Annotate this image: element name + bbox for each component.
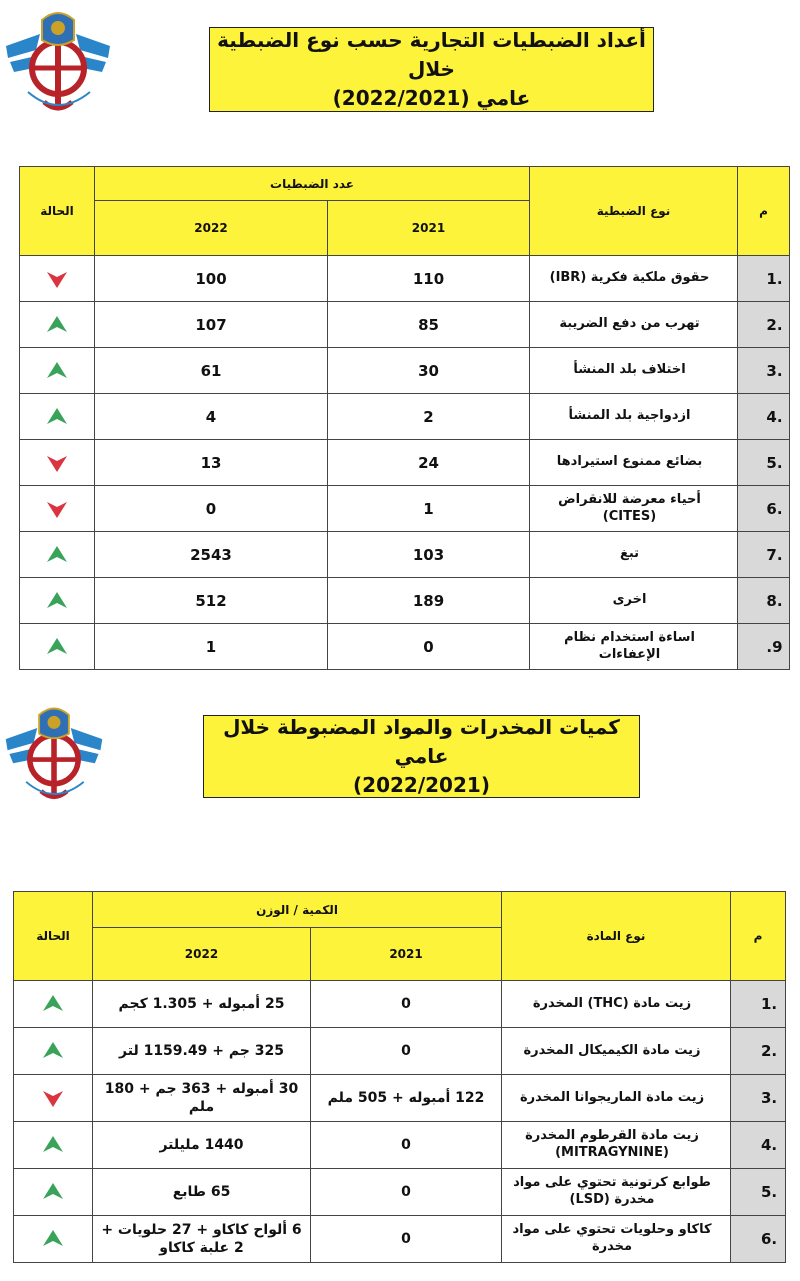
row-type: اختلاف بلد المنشأ — [530, 348, 738, 394]
arrow-up-icon — [46, 591, 68, 611]
row-type: طوابع كرتونية تحتوي على مواد مخدرة (LSD) — [502, 1169, 731, 1216]
row-status — [20, 394, 95, 440]
arrow-up-icon — [46, 315, 68, 335]
row-value-2021: 0 — [311, 1169, 502, 1216]
table-row — [14, 1216, 786, 1263]
table-row — [14, 1122, 786, 1169]
row-index: 2. — [731, 1028, 786, 1075]
row-status — [20, 624, 95, 670]
arrow-down-icon — [46, 269, 68, 289]
row-status — [20, 440, 95, 486]
arrow-up-icon — [42, 1229, 64, 1249]
row-value-2021: 1 — [328, 486, 530, 532]
header-index: م — [738, 167, 790, 256]
row-type: زيت مادة القرطوم المخدرة (MITRAGYNINE) — [502, 1122, 731, 1169]
row-value-2021: 0 — [311, 1216, 502, 1263]
row-value-2021: 85 — [328, 302, 530, 348]
header-2021: 2021 — [328, 201, 530, 256]
row-type: اساءة استخدام نظام الإعفاءات — [530, 624, 738, 670]
row-index: .9 — [738, 624, 790, 670]
section2-title — [203, 715, 640, 798]
header-status: الحالة — [14, 892, 93, 981]
row-index: 7. — [738, 532, 790, 578]
row-value-2021: 2 — [328, 394, 530, 440]
arrow-up-icon — [42, 1182, 64, 1202]
arrow-up-icon — [46, 407, 68, 427]
row-type: زيت مادة الماريجوانا المخدرة — [502, 1075, 731, 1122]
table-row — [20, 394, 790, 440]
row-type: زيت مادة (THC) المخدرة — [502, 981, 731, 1028]
header-group: الكمية / الوزن — [93, 892, 502, 928]
row-value-2021: 0 — [311, 1028, 502, 1075]
header-type: نوع المادة — [502, 892, 731, 981]
table-row — [14, 1169, 786, 1216]
row-status — [14, 981, 93, 1028]
section1-title-text: أعداد الضبطيات التجارية حسب نوع الضبطية خلال عامي (2022/2021) — [217, 28, 646, 110]
table-row — [20, 256, 790, 302]
table-row — [20, 486, 790, 532]
row-value-2022: 25 أمبوله + 1.305 كجم — [93, 981, 311, 1028]
row-value-2021: 189 — [328, 578, 530, 624]
row-value-2021: 30 — [328, 348, 530, 394]
seizures-table — [19, 166, 790, 670]
header-index: م — [731, 892, 786, 981]
row-index: 4. — [731, 1122, 786, 1169]
table-row — [14, 981, 786, 1028]
arrow-up-icon — [46, 637, 68, 657]
row-type: زيت مادة الكيميكال المخدرة — [502, 1028, 731, 1075]
row-type: ازدواجية بلد المنشأ — [530, 394, 738, 440]
row-value-2021: 24 — [328, 440, 530, 486]
header-status: الحالة — [20, 167, 95, 256]
row-type: بضائع ممنوع استيرادها — [530, 440, 738, 486]
row-value-2021: 0 — [311, 981, 502, 1028]
row-index: 6. — [731, 1216, 786, 1263]
row-status — [20, 532, 95, 578]
row-status — [20, 302, 95, 348]
header-group: عدد الضبطيات — [95, 167, 530, 201]
row-value-2021: 110 — [328, 256, 530, 302]
row-type: أحياء معرضة للانقراض (CITES) — [530, 486, 738, 532]
header-2021: 2021 — [311, 928, 502, 981]
header-type: نوع الضبطية — [530, 167, 738, 256]
row-index: 3. — [738, 348, 790, 394]
row-status — [14, 1169, 93, 1216]
drugs-table — [13, 891, 786, 1263]
row-value-2021: 103 — [328, 532, 530, 578]
table-row — [20, 348, 790, 394]
arrow-down-icon — [42, 1088, 64, 1108]
row-status — [14, 1216, 93, 1263]
row-value-2022: 100 — [95, 256, 328, 302]
table-row — [20, 532, 790, 578]
row-status — [14, 1122, 93, 1169]
customs-logo — [4, 6, 112, 118]
arrow-up-icon — [42, 994, 64, 1014]
row-index: 2. — [738, 302, 790, 348]
row-value-2021: 122 أمبوله + 505 ملم — [311, 1075, 502, 1122]
row-value-2022: 107 — [95, 302, 328, 348]
row-value-2022: 6 ألواح كاكاو + 27 حلويات + 2 علبة كاكاو — [93, 1216, 311, 1263]
arrow-down-icon — [46, 453, 68, 473]
row-value-2022: 30 أمبوله + 363 جم + 180 ملم — [93, 1075, 311, 1122]
table-row — [20, 440, 790, 486]
row-status — [20, 578, 95, 624]
row-value-2021: 0 — [328, 624, 530, 670]
row-status — [14, 1075, 93, 1122]
row-type: حقوق ملكية فكرية (IBR) — [530, 256, 738, 302]
row-value-2021: 0 — [311, 1122, 502, 1169]
row-index: 1. — [738, 256, 790, 302]
customs-logo-2 — [0, 702, 108, 806]
row-value-2022: 4 — [95, 394, 328, 440]
row-value-2022: 65 طابع — [93, 1169, 311, 1216]
row-status — [14, 1028, 93, 1075]
row-status — [20, 256, 95, 302]
row-index: 5. — [731, 1169, 786, 1216]
table-row — [20, 578, 790, 624]
row-index: 6. — [738, 486, 790, 532]
row-status — [20, 486, 95, 532]
row-type: تهرب من دفع الضريبة — [530, 302, 738, 348]
row-value-2022: 512 — [95, 578, 328, 624]
row-index: 4. — [738, 394, 790, 440]
row-status — [20, 348, 95, 394]
row-index: 5. — [738, 440, 790, 486]
arrow-down-icon — [46, 499, 68, 519]
row-value-2022: 0 — [95, 486, 328, 532]
header-2022: 2022 — [93, 928, 311, 981]
arrow-up-icon — [46, 361, 68, 381]
arrow-up-icon — [46, 545, 68, 565]
row-index: 8. — [738, 578, 790, 624]
row-value-2022: 61 — [95, 348, 328, 394]
customs-emblem-icon — [0, 702, 108, 806]
row-value-2022: 1440 مليلتر — [93, 1122, 311, 1169]
row-index: 1. — [731, 981, 786, 1028]
row-index: 3. — [731, 1075, 786, 1122]
header-2022: 2022 — [95, 201, 328, 256]
arrow-up-icon — [42, 1135, 64, 1155]
table-row — [14, 1075, 786, 1122]
row-value-2022: 325 جم + 1159.49 لتر — [93, 1028, 311, 1075]
row-value-2022: 13 — [95, 440, 328, 486]
row-type: تبغ — [530, 532, 738, 578]
row-type: اخرى — [530, 578, 738, 624]
arrow-up-icon — [42, 1041, 64, 1061]
section2-title-text: كميات المخدرات والمواد المضبوطة خلال عامي (2022/2021) — [223, 715, 620, 797]
customs-emblem-icon — [4, 6, 112, 118]
row-value-2022: 2543 — [95, 532, 328, 578]
section1-title — [209, 27, 654, 112]
row-type: كاكاو وحلويات تحتوي على مواد مخدرة — [502, 1216, 731, 1263]
table-row — [20, 302, 790, 348]
table-row — [14, 1028, 786, 1075]
table-row — [20, 624, 790, 670]
row-value-2022: 1 — [95, 624, 328, 670]
